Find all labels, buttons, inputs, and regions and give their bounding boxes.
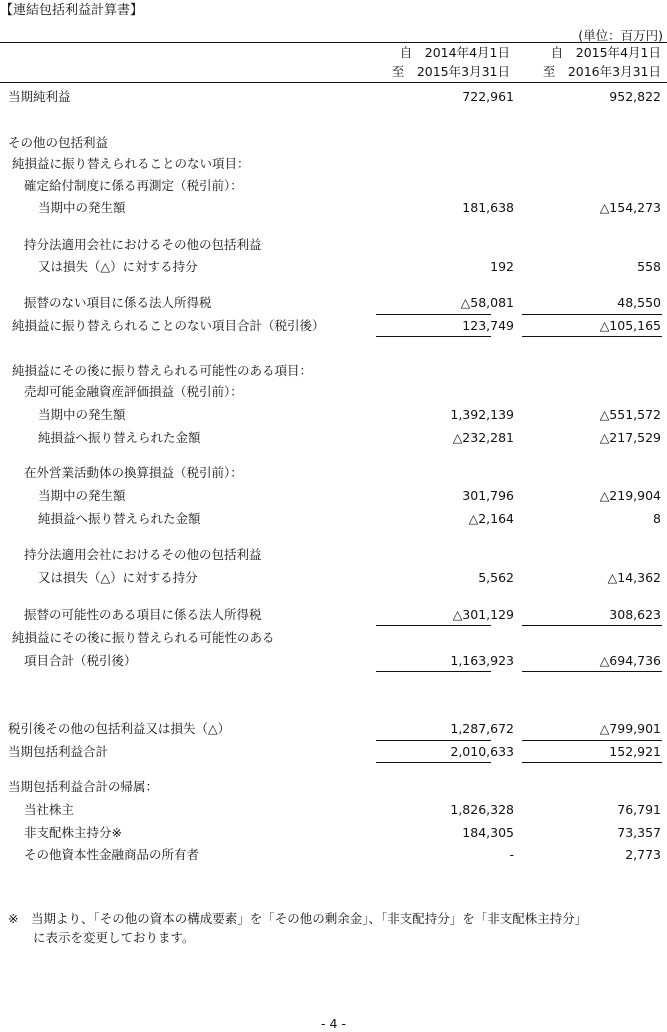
value-2015: 301,796 <box>462 488 514 503</box>
total-rule <box>376 671 491 672</box>
row-label: 持分法適用会社におけるその他の包括利益 <box>24 547 262 562</box>
table-row <box>0 258 667 276</box>
table-row <box>0 720 667 738</box>
column-1-period-to: 至 2015年3月31日 <box>391 64 510 79</box>
row-label: 又は損失（△）に対する持分 <box>38 570 198 585</box>
table-row <box>0 652 667 670</box>
value-2016: 73,357 <box>617 825 661 840</box>
table-row <box>0 199 667 217</box>
row-label: 振替の可能性のある項目に係る法人所得税 <box>24 607 262 622</box>
subtotal-rule <box>376 314 491 315</box>
value-2015: 123,749 <box>462 318 514 333</box>
value-2015: - <box>509 847 514 862</box>
table-row <box>0 134 667 152</box>
table-row <box>0 464 667 482</box>
total-rule <box>522 740 662 741</box>
table-row <box>0 546 667 564</box>
row-label: 売却可能金融資産評価損益（税引前）： <box>24 384 243 399</box>
row-label: 非支配株主持分※ <box>24 825 122 840</box>
value-2015: △2,164 <box>468 511 514 526</box>
table-row <box>0 429 667 447</box>
row-label: 当期中の発生額 <box>38 200 126 215</box>
row-label: 当期包括利益合計の帰属： <box>8 779 159 794</box>
header-bottom-rule <box>0 82 667 83</box>
row-label: 純損益へ振り替えられた金額 <box>38 430 201 445</box>
value-2016: 2,773 <box>625 847 661 862</box>
value-2015: △232,281 <box>452 430 514 445</box>
value-2016: 8 <box>653 511 661 526</box>
value-2016: 558 <box>637 259 661 274</box>
column-1-period-from: 自 2014年4月1日 <box>399 45 510 60</box>
value-2015: 722,961 <box>462 89 514 104</box>
table-row <box>0 88 667 106</box>
row-label: その他資本性金融商品の所有者 <box>24 847 200 862</box>
row-label: 在外営業活動体の換算損益（税引前）： <box>24 465 243 480</box>
table-row <box>0 406 667 424</box>
column-2-period-to: 至 2016年3月31日 <box>542 64 661 79</box>
table-row <box>0 294 667 312</box>
footnote-line-2: に表示を変更しております。 <box>8 930 195 945</box>
value-2016: 76,791 <box>617 802 661 817</box>
value-2015: 5,562 <box>478 570 514 585</box>
row-label: 純損益に振り替えられることのない項目合計（税引後） <box>12 318 325 333</box>
table-row <box>0 487 667 505</box>
table-row <box>0 155 667 173</box>
page-number: - 4 - <box>321 1016 346 1031</box>
table-row <box>0 362 667 380</box>
table-row <box>0 569 667 587</box>
value-2016: △551,572 <box>599 407 661 422</box>
row-label: 税引後その他の包括利益又は損失（△） <box>8 721 231 736</box>
total-rule <box>522 336 662 337</box>
value-2016: △105,165 <box>599 318 661 333</box>
value-2015: 1,826,328 <box>450 802 514 817</box>
value-2016: 952,822 <box>609 89 661 104</box>
row-label: 純損益に振り替えられることのない項目： <box>12 156 250 171</box>
total-rule <box>522 762 662 763</box>
header-top-rule <box>0 42 667 43</box>
row-label: 純損益にその後に振り替えられる可能性のある <box>12 630 275 645</box>
table-row <box>0 824 667 842</box>
value-2016: △217,529 <box>599 430 661 445</box>
table-row <box>0 801 667 819</box>
total-rule <box>522 671 662 672</box>
row-label: 当期中の発生額 <box>38 407 126 422</box>
row-label: 確定給付制度に係る再測定（税引前）： <box>24 178 243 193</box>
unit-label: (単位：百万円) <box>578 28 663 43</box>
column-2-period-from: 自 2015年4月1日 <box>550 45 661 60</box>
value-2015: 1,163,923 <box>450 653 514 668</box>
value-2015: 1,287,672 <box>450 721 514 736</box>
row-label: 項目合計（税引後） <box>24 653 137 668</box>
row-label: その他の包括利益 <box>8 135 109 150</box>
footnote <box>8 909 587 947</box>
row-label: 当期純利益 <box>8 89 71 104</box>
table-row <box>0 606 667 624</box>
table-row <box>0 846 667 864</box>
row-label: 又は損失（△）に対する持分 <box>38 259 198 274</box>
statement-title: 【連結包括利益計算書】 <box>0 3 144 18</box>
value-2015: △301,129 <box>452 607 514 622</box>
row-label: 純損益にその後に振り替えられる可能性のある項目： <box>12 363 313 378</box>
row-label: 当期中の発生額 <box>38 488 126 503</box>
row-label: 当期包括利益合計 <box>8 744 109 759</box>
value-2015: 1,392,139 <box>450 407 514 422</box>
value-2016: 152,921 <box>609 744 661 759</box>
subtotal-rule <box>522 625 662 626</box>
value-2016: 48,550 <box>617 295 661 310</box>
table-row <box>0 317 667 335</box>
table-row <box>0 236 667 254</box>
value-2016: △799,901 <box>599 721 661 736</box>
value-2015: 184,305 <box>462 825 514 840</box>
table-row <box>0 510 667 528</box>
total-rule <box>376 740 491 741</box>
row-label: 振替のない項目に係る法人所得税 <box>24 295 212 310</box>
total-rule <box>376 336 491 337</box>
value-2016: △14,362 <box>607 570 661 585</box>
value-2016: △219,904 <box>599 488 661 503</box>
value-2016: △694,736 <box>599 653 661 668</box>
table-row <box>0 629 667 647</box>
row-label: 持分法適用会社におけるその他の包括利益 <box>24 237 262 252</box>
value-2015: △58,081 <box>460 295 514 310</box>
row-label: 純損益へ振り替えられた金額 <box>38 511 201 526</box>
table-row <box>0 743 667 761</box>
value-2015: 192 <box>490 259 514 274</box>
value-2016: 308,623 <box>609 607 661 622</box>
table-row <box>0 383 667 401</box>
subtotal-rule <box>376 625 491 626</box>
table-row <box>0 778 667 796</box>
subtotal-rule <box>522 314 662 315</box>
total-rule <box>376 762 491 763</box>
footnote-line-1: ※ 当期より、「その他の資本の構成要素」を「その他の剰余金」、「非支配持分」を「非支配株主持分」 <box>8 911 588 926</box>
value-2015: 181,638 <box>462 200 514 215</box>
value-2015: 2,010,633 <box>450 744 514 759</box>
value-2016: △154,273 <box>599 200 661 215</box>
row-label: 当社株主 <box>24 802 75 817</box>
table-row <box>0 177 667 195</box>
